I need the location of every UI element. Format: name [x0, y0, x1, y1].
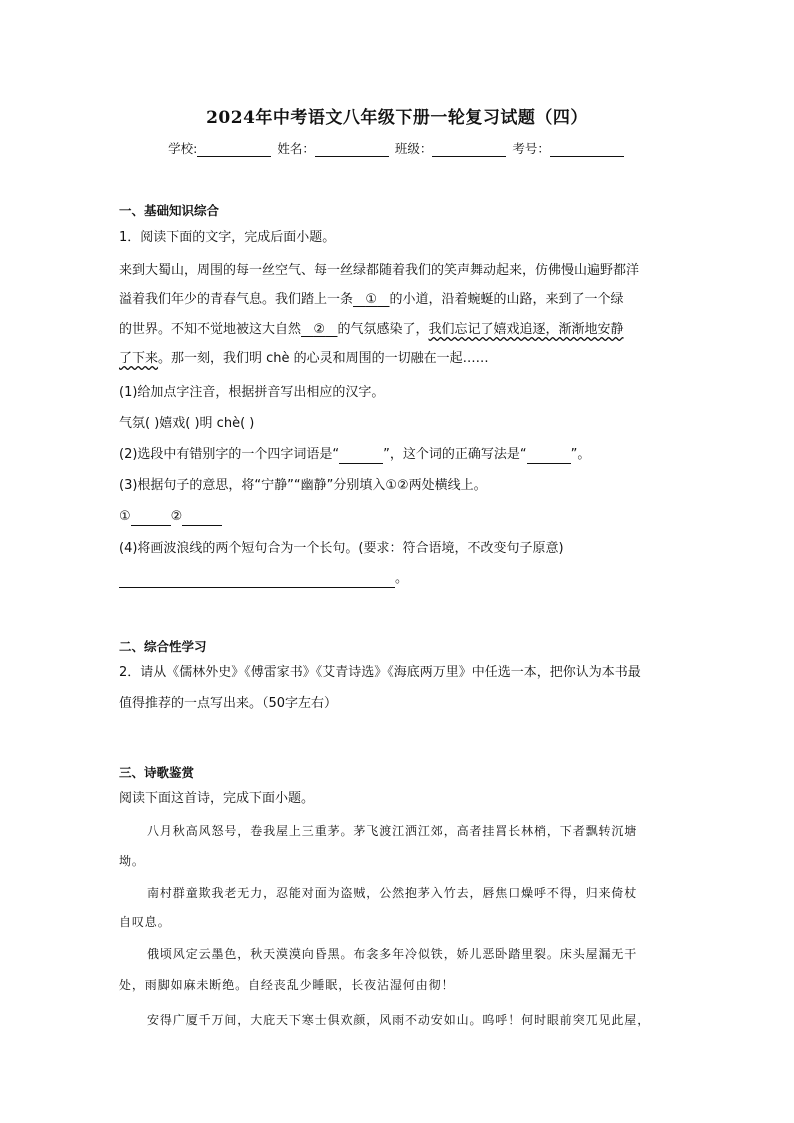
answer-blank-correct-word[interactable] [527, 449, 571, 464]
answer-blank-2[interactable] [182, 511, 222, 526]
sub-question-2-text-a: (2)选段中有错别字的一个四字词语是“ [119, 447, 340, 462]
passage-line-2 [119, 291, 679, 309]
poem-line: 坳。 [119, 854, 145, 868]
sub-question-4-answer [119, 570, 679, 588]
circle-1-label: ① [119, 509, 131, 524]
poetry-intro: 阅读下面这首诗，完成下面小题。 [119, 791, 315, 806]
passage-text: 。那一刻，我们明 chè 的心灵和周围的一切融在一起…… [158, 351, 489, 366]
sub-question-3-answers [119, 508, 679, 526]
exam-no-label: 考号： [512, 141, 550, 156]
sub-question-2-text-c: ”。 [570, 447, 591, 462]
class-label: 班级： [394, 141, 433, 156]
name-field[interactable] [315, 143, 389, 157]
passage-text: 的小道，沿着蜿蜒的山路，来到了一个绿 [389, 292, 624, 307]
poem-line: 俄顷风定云墨色，秋天漠漠向昏黑。布衾多年冷似铁，娇儿恶卧踏里裂。床头屋漏无干 [147, 947, 638, 961]
question-2-line-2: 值得推荐的一点写出来。（50字左右） [119, 696, 338, 711]
poem-line: 自叹息。 [119, 915, 171, 929]
passage-line-4 [119, 350, 679, 368]
section-heading-basic: 一、基础知识综合 [119, 203, 220, 218]
class-field[interactable] [432, 143, 506, 157]
passage-line-1: 来到大蜀山，周围的每一丝空气、每一丝绿都随着我们的笑声舞动起来，仿佛慢山遍野都洋 [119, 263, 640, 278]
exam-no-field[interactable] [550, 143, 624, 157]
question-2-line-1: 2．请从《儒林外史》《傅雷家书》《艾青诗选》《海底两万里》中任选一本，把你认为本书最 [119, 665, 641, 680]
poem-line: 处，雨脚如麻未断绝。自经丧乱少睡眠，长夜沾湿何由彻！ [119, 978, 455, 992]
answer-long-blank[interactable] [119, 573, 395, 588]
name-label: 姓名： [277, 141, 315, 156]
circle-2-label: ② [170, 509, 183, 524]
answer-blank-wrong-word[interactable] [339, 449, 383, 464]
passage-text: 溢着我们年少的青春气息。我们踏上一条 [119, 292, 354, 307]
sub-question-4: (4)将画波浪线的两个短句合为一个长句。(要求：符合语境，不改变句子原意) [119, 541, 564, 556]
wavy-sentence-1: 我们忘记了嬉戏追逐，渐渐地安静 [428, 322, 624, 337]
wavy-sentence-2: 了下来 [119, 351, 159, 366]
sub-question-1: (1)给加点字注音，根据拼音写出相应的汉字。 [119, 385, 385, 400]
poem-line: 八月秋高风怒号，卷我屋上三重茅。茅飞渡江洒江郊，高者挂罥长林梢，下者飘转沉塘 [147, 824, 638, 838]
poem-line: 南村群童欺我老无力，忍能对面为盗贼，公然抱茅入竹去，唇焦口燥呼不得，归来倚杖 [147, 886, 638, 900]
section-heading-comprehensive: 二、综合性学习 [119, 639, 207, 654]
question-1-prompt: 1．阅读下面的文字，完成后面小题。 [119, 230, 336, 245]
poem-line: 安得广厦千万间，大庇天下寒士俱欢颜，风雨不动安如山。呜呼！何时眼前突兀见此屋， [147, 1013, 651, 1027]
sub-question-3: (3)根据句子的意思，将“宁静”“幽静”分别填入①②两处横线上。 [119, 478, 487, 493]
sub-question-1-items: 气氛( )嬉戏( )明 chè( ) [119, 416, 255, 431]
passage-text: 的世界。不知不觉地被这大自然 [119, 322, 302, 337]
section-heading-poetry: 三、诗歌鉴赏 [119, 765, 195, 780]
school-field[interactable] [197, 143, 271, 157]
passage-line-3 [119, 321, 679, 339]
fill-blank-1[interactable]: ① [365, 292, 378, 307]
sub-question-2-text-b: ”，这个词的正确写法是“ [383, 447, 527, 462]
answer-blank-1[interactable] [131, 511, 171, 526]
page-title: 2024年中考语文八年级下册一轮复习试题（四） [206, 108, 588, 128]
answer-end-mark: 。 [395, 571, 409, 586]
student-info-row [0, 139, 794, 157]
fill-blank-2[interactable]: ② [313, 322, 326, 337]
school-label: 学校: [168, 141, 198, 156]
passage-text: 的气氛感染了， [337, 322, 429, 337]
sub-question-2 [119, 446, 679, 464]
